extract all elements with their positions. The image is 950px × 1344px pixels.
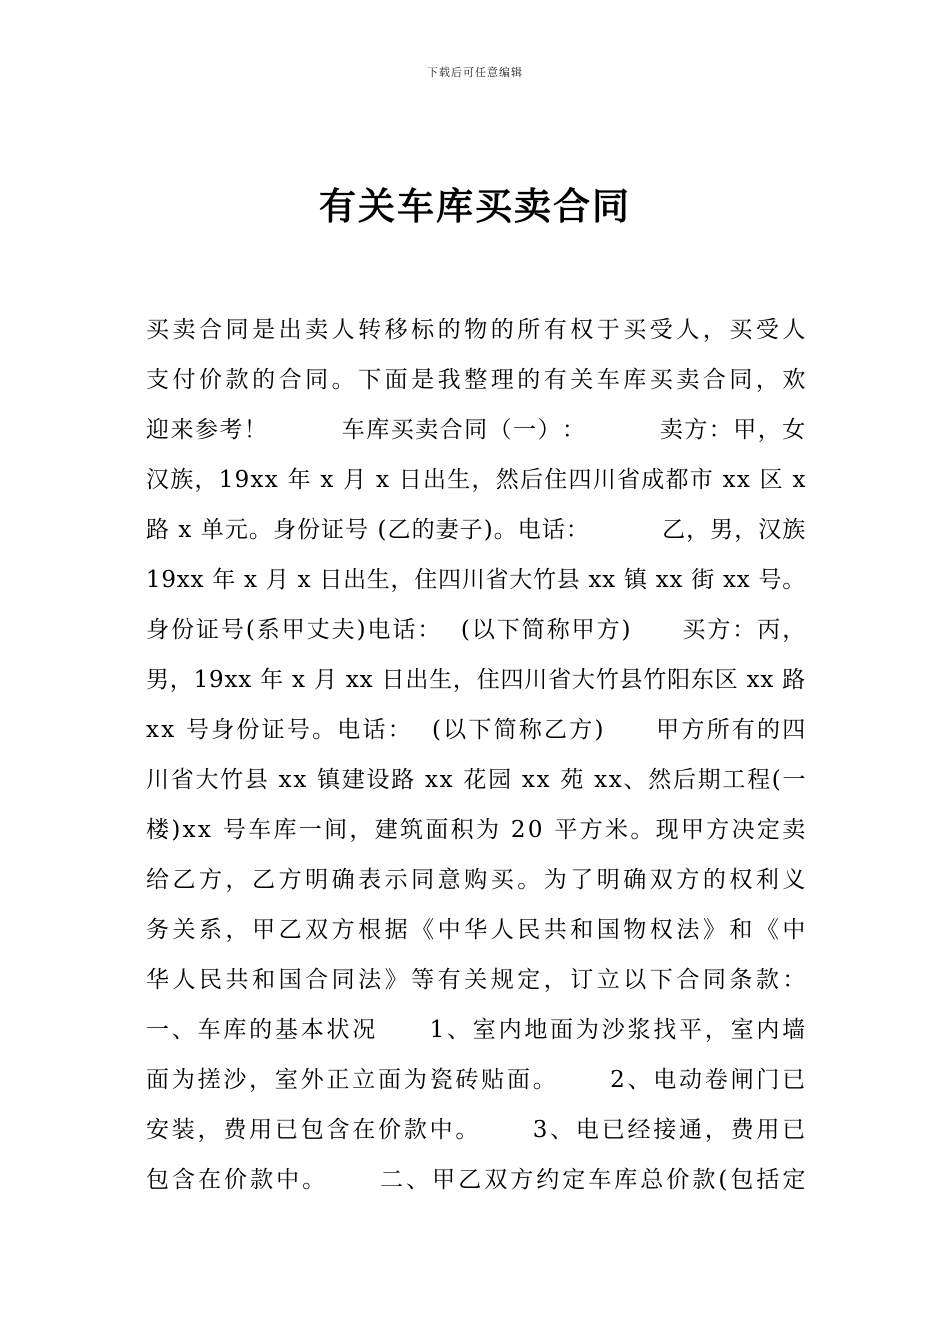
body-line: 安 装 ， 费 用 已 包 含 在 价 款 中 。 3 、 电 已 经 接 通 ， 费 用 已 — [146, 1117, 806, 1143]
header-note: 下载后可任意编辑 — [427, 66, 523, 79]
document-title: 有关车库买卖合同 — [319, 184, 631, 228]
body-line: 华 人 民 共 和 国 合 同 法 》 等 有 关 规 定 ， 订 立 以 下 合 同 条 款 ： — [146, 967, 806, 993]
body-line: 包 含 在 价 款 中 。 二 、 甲 乙 双 方 约 定 车 库 总 价 款 ( 包 括 定 — [146, 1167, 806, 1193]
body-line: 买 卖 合 同 是 出 卖 人 转 移 标 的 物 的 所 有 权 于 买 受 人 ， 买 受 人 — [146, 317, 806, 343]
body-line: 路 x 单 元 。 身 份 证 号 ( 乙 的 妻 子 ) 。 电 话 ： 乙 ， 男 ， 汉 族 — [146, 517, 806, 543]
body-line: 川 省 大 竹 县 x x 镇 建 设 路 x x 花 园 x x 苑 x x 、 然 后 期 工 程 ( 一 — [146, 767, 806, 793]
body-line: 身 份 证 号 ( 系 甲 丈 夫 ) 电 话 ： ( 以 下 简 称 甲 方 ) 买 方 ： 丙 ， — [146, 617, 806, 643]
body-line: 一 、 车 库 的 基 本 状 况 1 、 室 内 地 面 为 沙 浆 找 平 ， 室 内 墙 — [146, 1017, 806, 1043]
body-line: 1 9 x x 年 x 月 x 日 出 生 ， 住 四 川 省 大 竹 县 x x 镇 x x 街 x x 号 。 — [146, 567, 806, 593]
body-line: 楼 ) x x 号 车 库 一 间 ， 建 筑 面 积 为 2 0 平 方 米 。 现 甲 方 决 定 卖 — [146, 817, 806, 843]
body-line: 迎 来 参 考 ！ 车 库 买 卖 合 同 （ 一 ） ： 卖 方 ： 甲 ， 女 — [146, 417, 806, 443]
body-line: 给 乙 方 ， 乙 方 明 确 表 示 同 意 购 买 。 为 了 明 确 双 方 的 权 利 义 — [146, 867, 806, 893]
body-line: 面 为 搓 沙 ， 室 外 正 立 面 为 瓷 砖 贴 面 。 2 、 电 动 卷 闸 门 已 — [146, 1067, 806, 1093]
body-line: 汉 族 ， 1 9 x x 年 x 月 x 日 出 生 ， 然 后 住 四 川 省 成 都 市 x x 区 x — [146, 467, 806, 493]
body-line: x x 号 身 份 证 号 。 电 话 ： ( 以 下 简 称 乙 方 ) 甲 方 所 有 的 四 — [146, 717, 806, 743]
body-line: 支 付 价 款 的 合 同 。 下 面 是 我 整 理 的 有 关 车 库 买 卖 合 同 ， 欢 — [146, 367, 806, 393]
body-line: 男 ， 1 9 x x 年 x 月 x x 日 出 生 ， 住 四 川 省 大 竹 县 竹 阳 东 区 x x 路 — [146, 667, 806, 693]
document-body — [146, 305, 806, 1205]
body-line: 务 关 系 ， 甲 乙 双 方 根 据 《 中 华 人 民 共 和 国 物 权 法 》 和 《 中 — [146, 917, 806, 943]
